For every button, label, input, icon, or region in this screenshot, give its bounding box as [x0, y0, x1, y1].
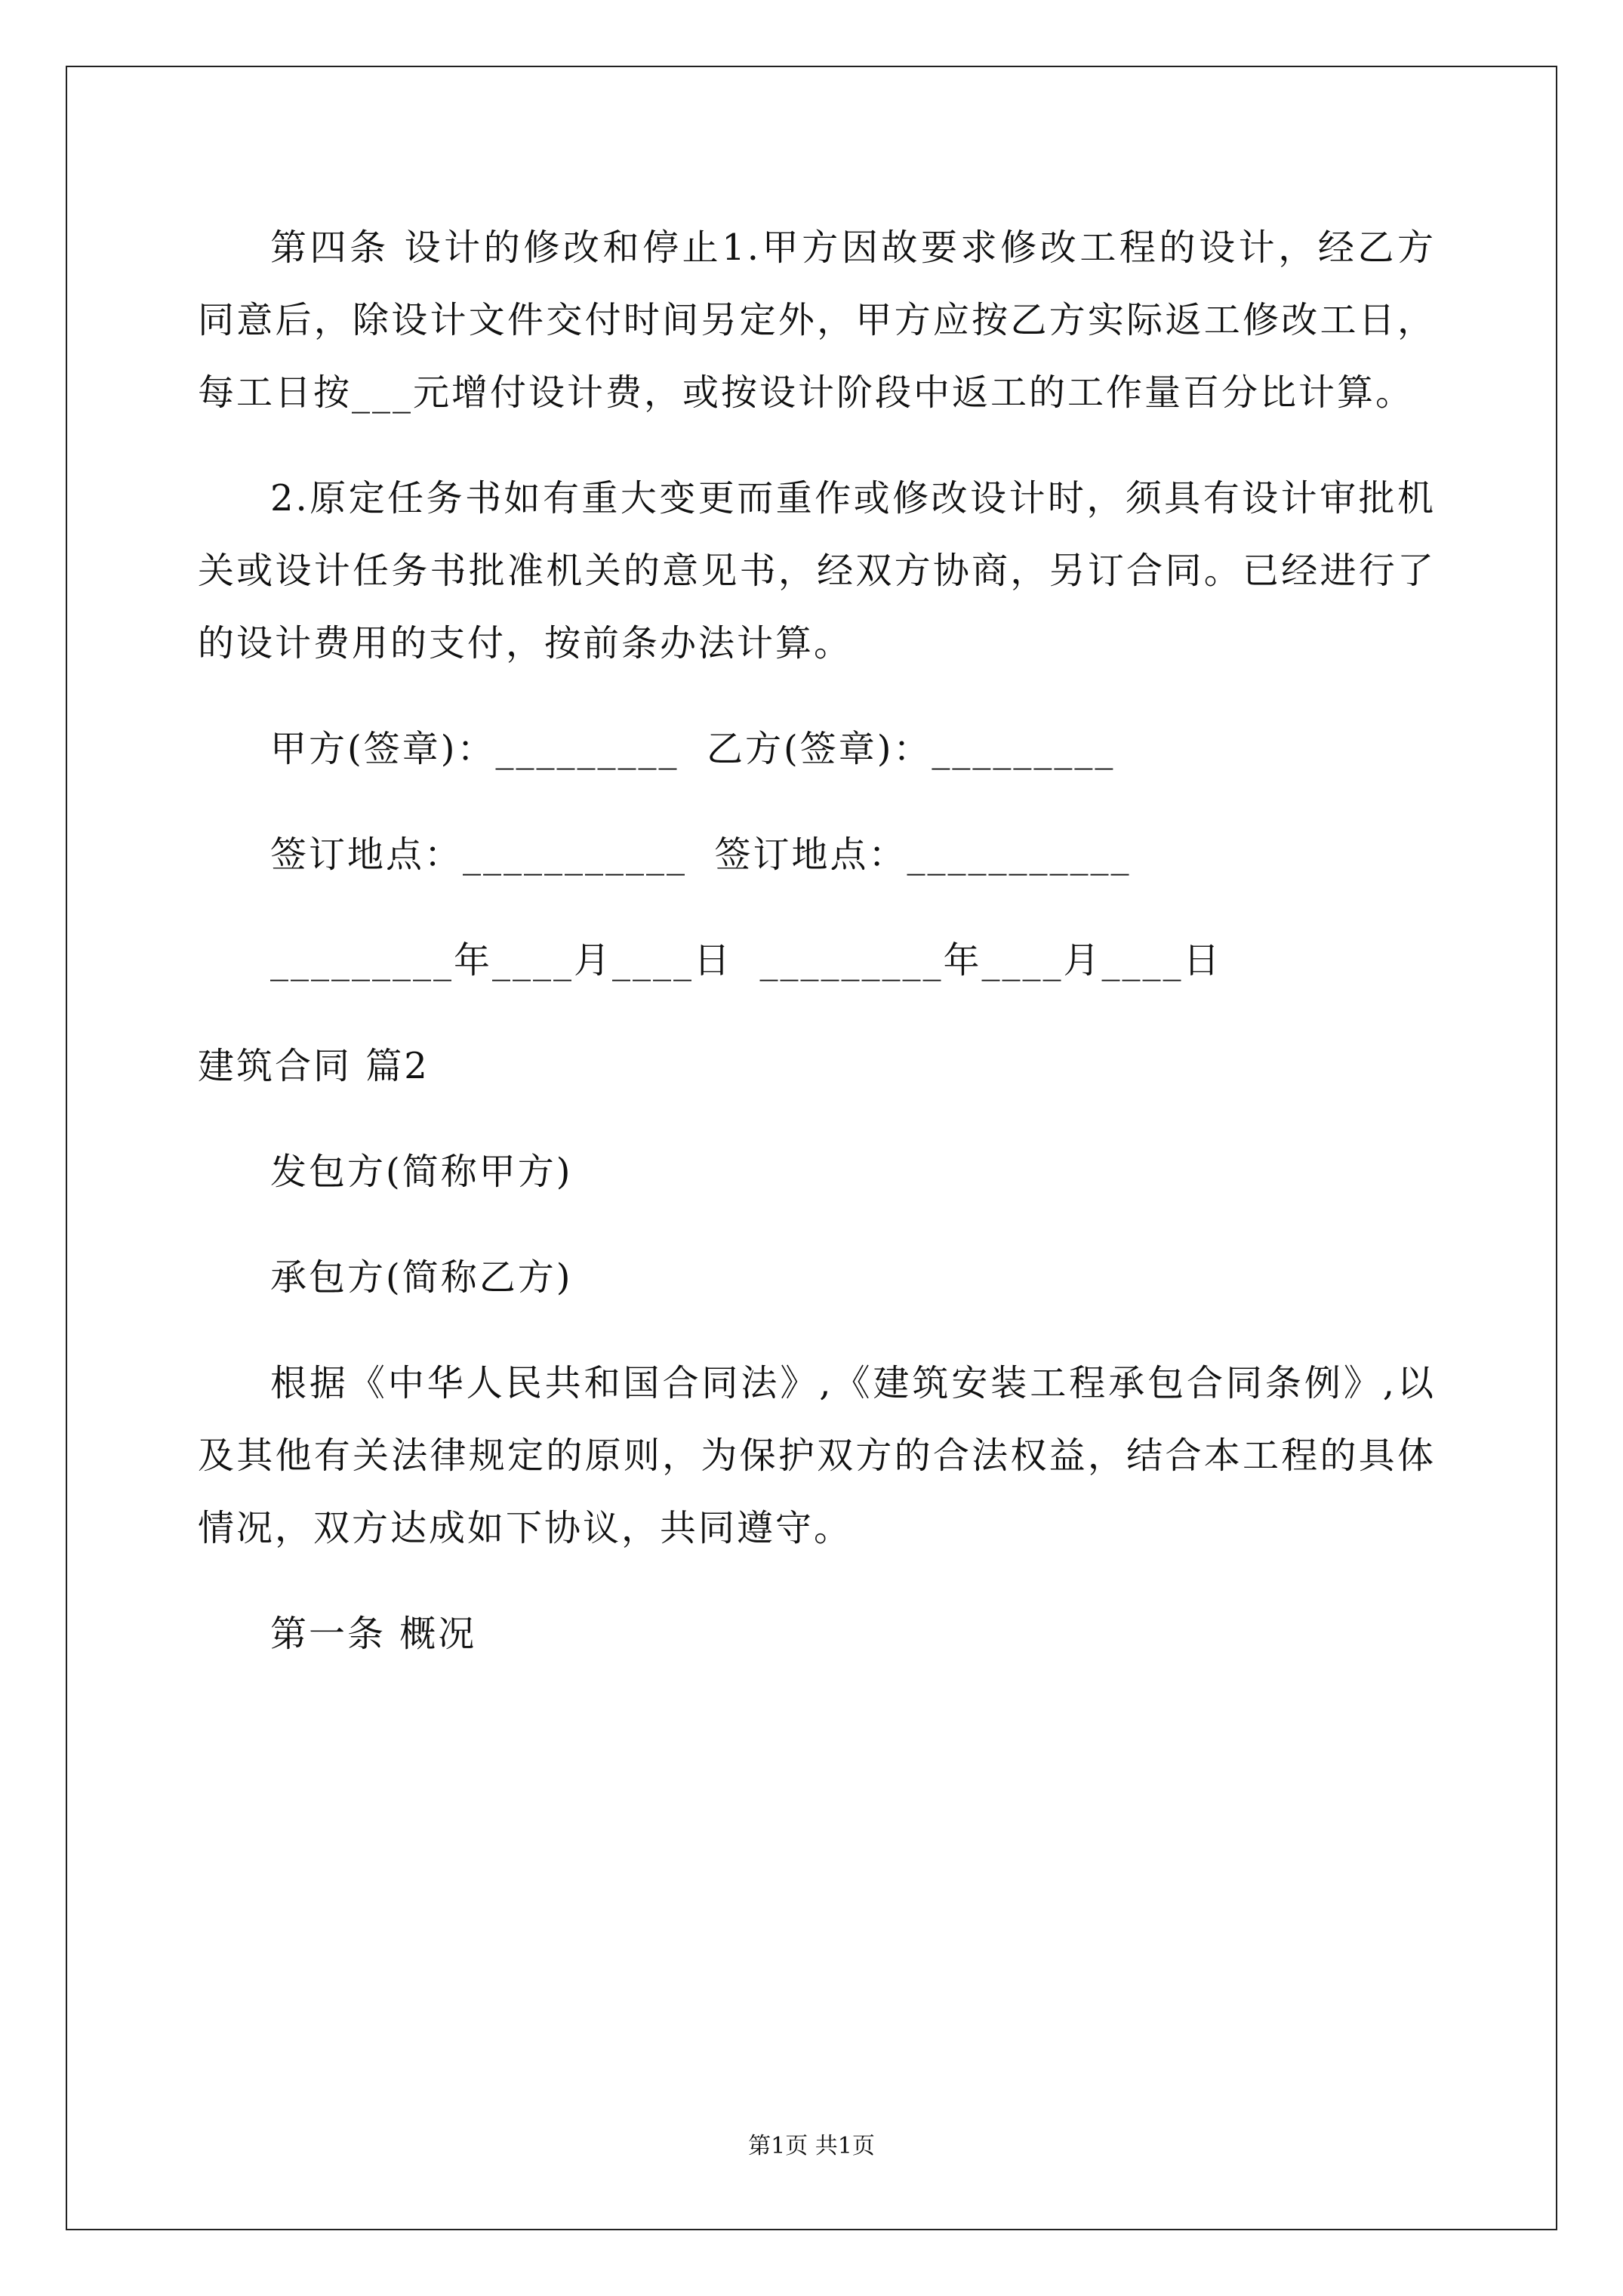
paragraph-article-1: 第一条 概况: [270, 1613, 477, 1655]
page-footer: 第1页 共1页: [748, 2133, 875, 2159]
document-body: [198, 211, 1436, 1670]
paragraph-article-4-item-2: 2.原定任务书如有重大变更而重作或修改设计时，须具有设计审批机关或设计任务书批准机关的意见书，经双方协商，另订合同。已经进行了的设计费用的支付，按前条办法计算。: [198, 477, 1436, 664]
paragraph-contractor: 承包方(简称乙方): [270, 1256, 573, 1299]
paragraph-article-4: 第四条 设计的修改和停止1.甲方因故要求修改工程的设计，经乙方同意后，除设计文件交付时间另定外，甲方应按乙方实际返工修改工日，每工日按___元增付设计费，或按设计阶段中返工的工作量百分比计算。: [198, 227, 1436, 414]
signing-place-row: 签订地点：___________ 签订地点：___________: [270, 834, 1132, 876]
signature-parties-row: 甲方(签章)：_________ 乙方(签章)：_________: [270, 728, 1116, 770]
paragraph-employer: 发包方(简称甲方): [270, 1151, 573, 1193]
signing-date-row: _________年____月____日 _________年____月____日: [270, 939, 1222, 982]
paragraph-legal-basis: 根据《中华人民共和国合同法》,《建筑安装工程承包合同条例》,以及其他有关法律规定的原则，为保护双方的合法权益，结合本工程的具体情况，双方达成如下协议，共同遵守。: [198, 1362, 1436, 1549]
section-heading: 建筑合同 篇2: [198, 1045, 430, 1087]
